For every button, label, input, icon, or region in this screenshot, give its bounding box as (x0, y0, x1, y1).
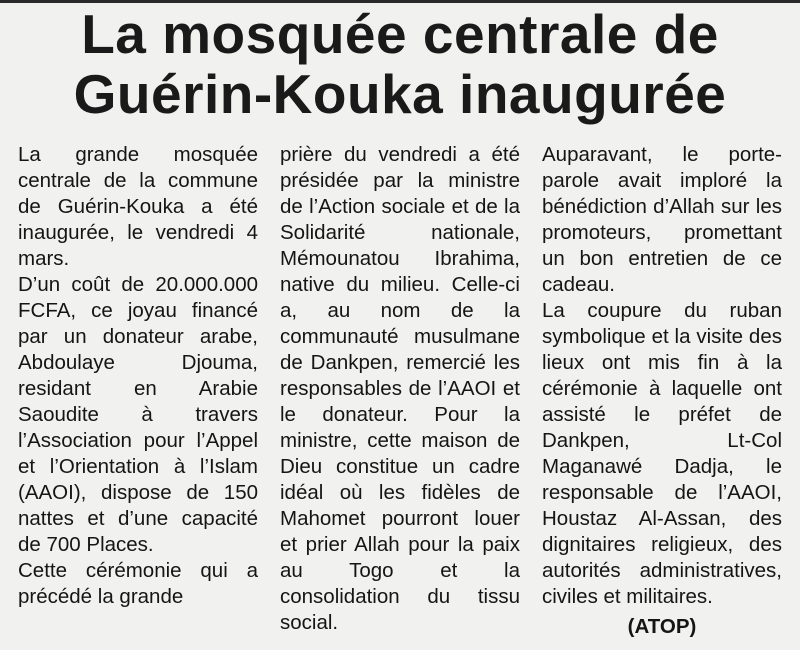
column-1 (18, 142, 258, 647)
article-signature: (ATOP) (627, 615, 697, 638)
headline-line-1: La mosquée centrale de (81, 3, 719, 65)
article-body (18, 142, 782, 647)
article-headline (0, 4, 800, 124)
paragraph: Auparavant, le porte-parole avait imploré la bénédiction d’Allah sur les promoteurs, promettant un bon entretien de ce cadeau. (542, 143, 782, 296)
column-2 (280, 142, 520, 647)
paragraph: prière du vendredi a été présidée par la ministre de l’Action sociale et de la Solidarité nationale, Mémounatou Ibrahima, native du milieu. Celle-ci a, au nom de la communauté musulmane de Dankpen, remercié les responsables de l’AAOI et le donateur. Pour la ministre, cette maison de Dieu constitue un cadre idéal où les fidèles de Mahomet pourront louer et prier Allah pour la paix au Togo et la consolidation du tissu social. (280, 143, 520, 634)
paragraph: La coupure du ruban symbolique et la visite des lieux ont mis fin à la cérémonie à laquelle ont assisté le préfet de Dankpen, Lt-Col Maganawé Dadja, le responsable de l’AAOI, Houstaz Al-Assan, des dignitaires religieux, des autorités administratives, civiles et militaires. (542, 299, 782, 608)
paragraph: D’un coût de 20.000.000 FCFA, ce joyau financé par un donateur arabe, Abdoulaye Djouma, residant en Arabie Saoudite à travers l’Association pour l’Appel et l’Orientation à l’Islam (AAOI), dispose de 150 nattes et d’une capacité de 700 Places. (18, 273, 258, 556)
paragraph: Cette cérémonie qui a précédé la grande (18, 559, 258, 608)
headline-line-2: Guérin-Kouka inaugurée (73, 63, 727, 125)
column-3 (542, 142, 782, 647)
paragraph: La grande mosquée centrale de la commune de Guérin-Kouka a été inaugurée, le vendredi 4 mars. (18, 143, 258, 270)
